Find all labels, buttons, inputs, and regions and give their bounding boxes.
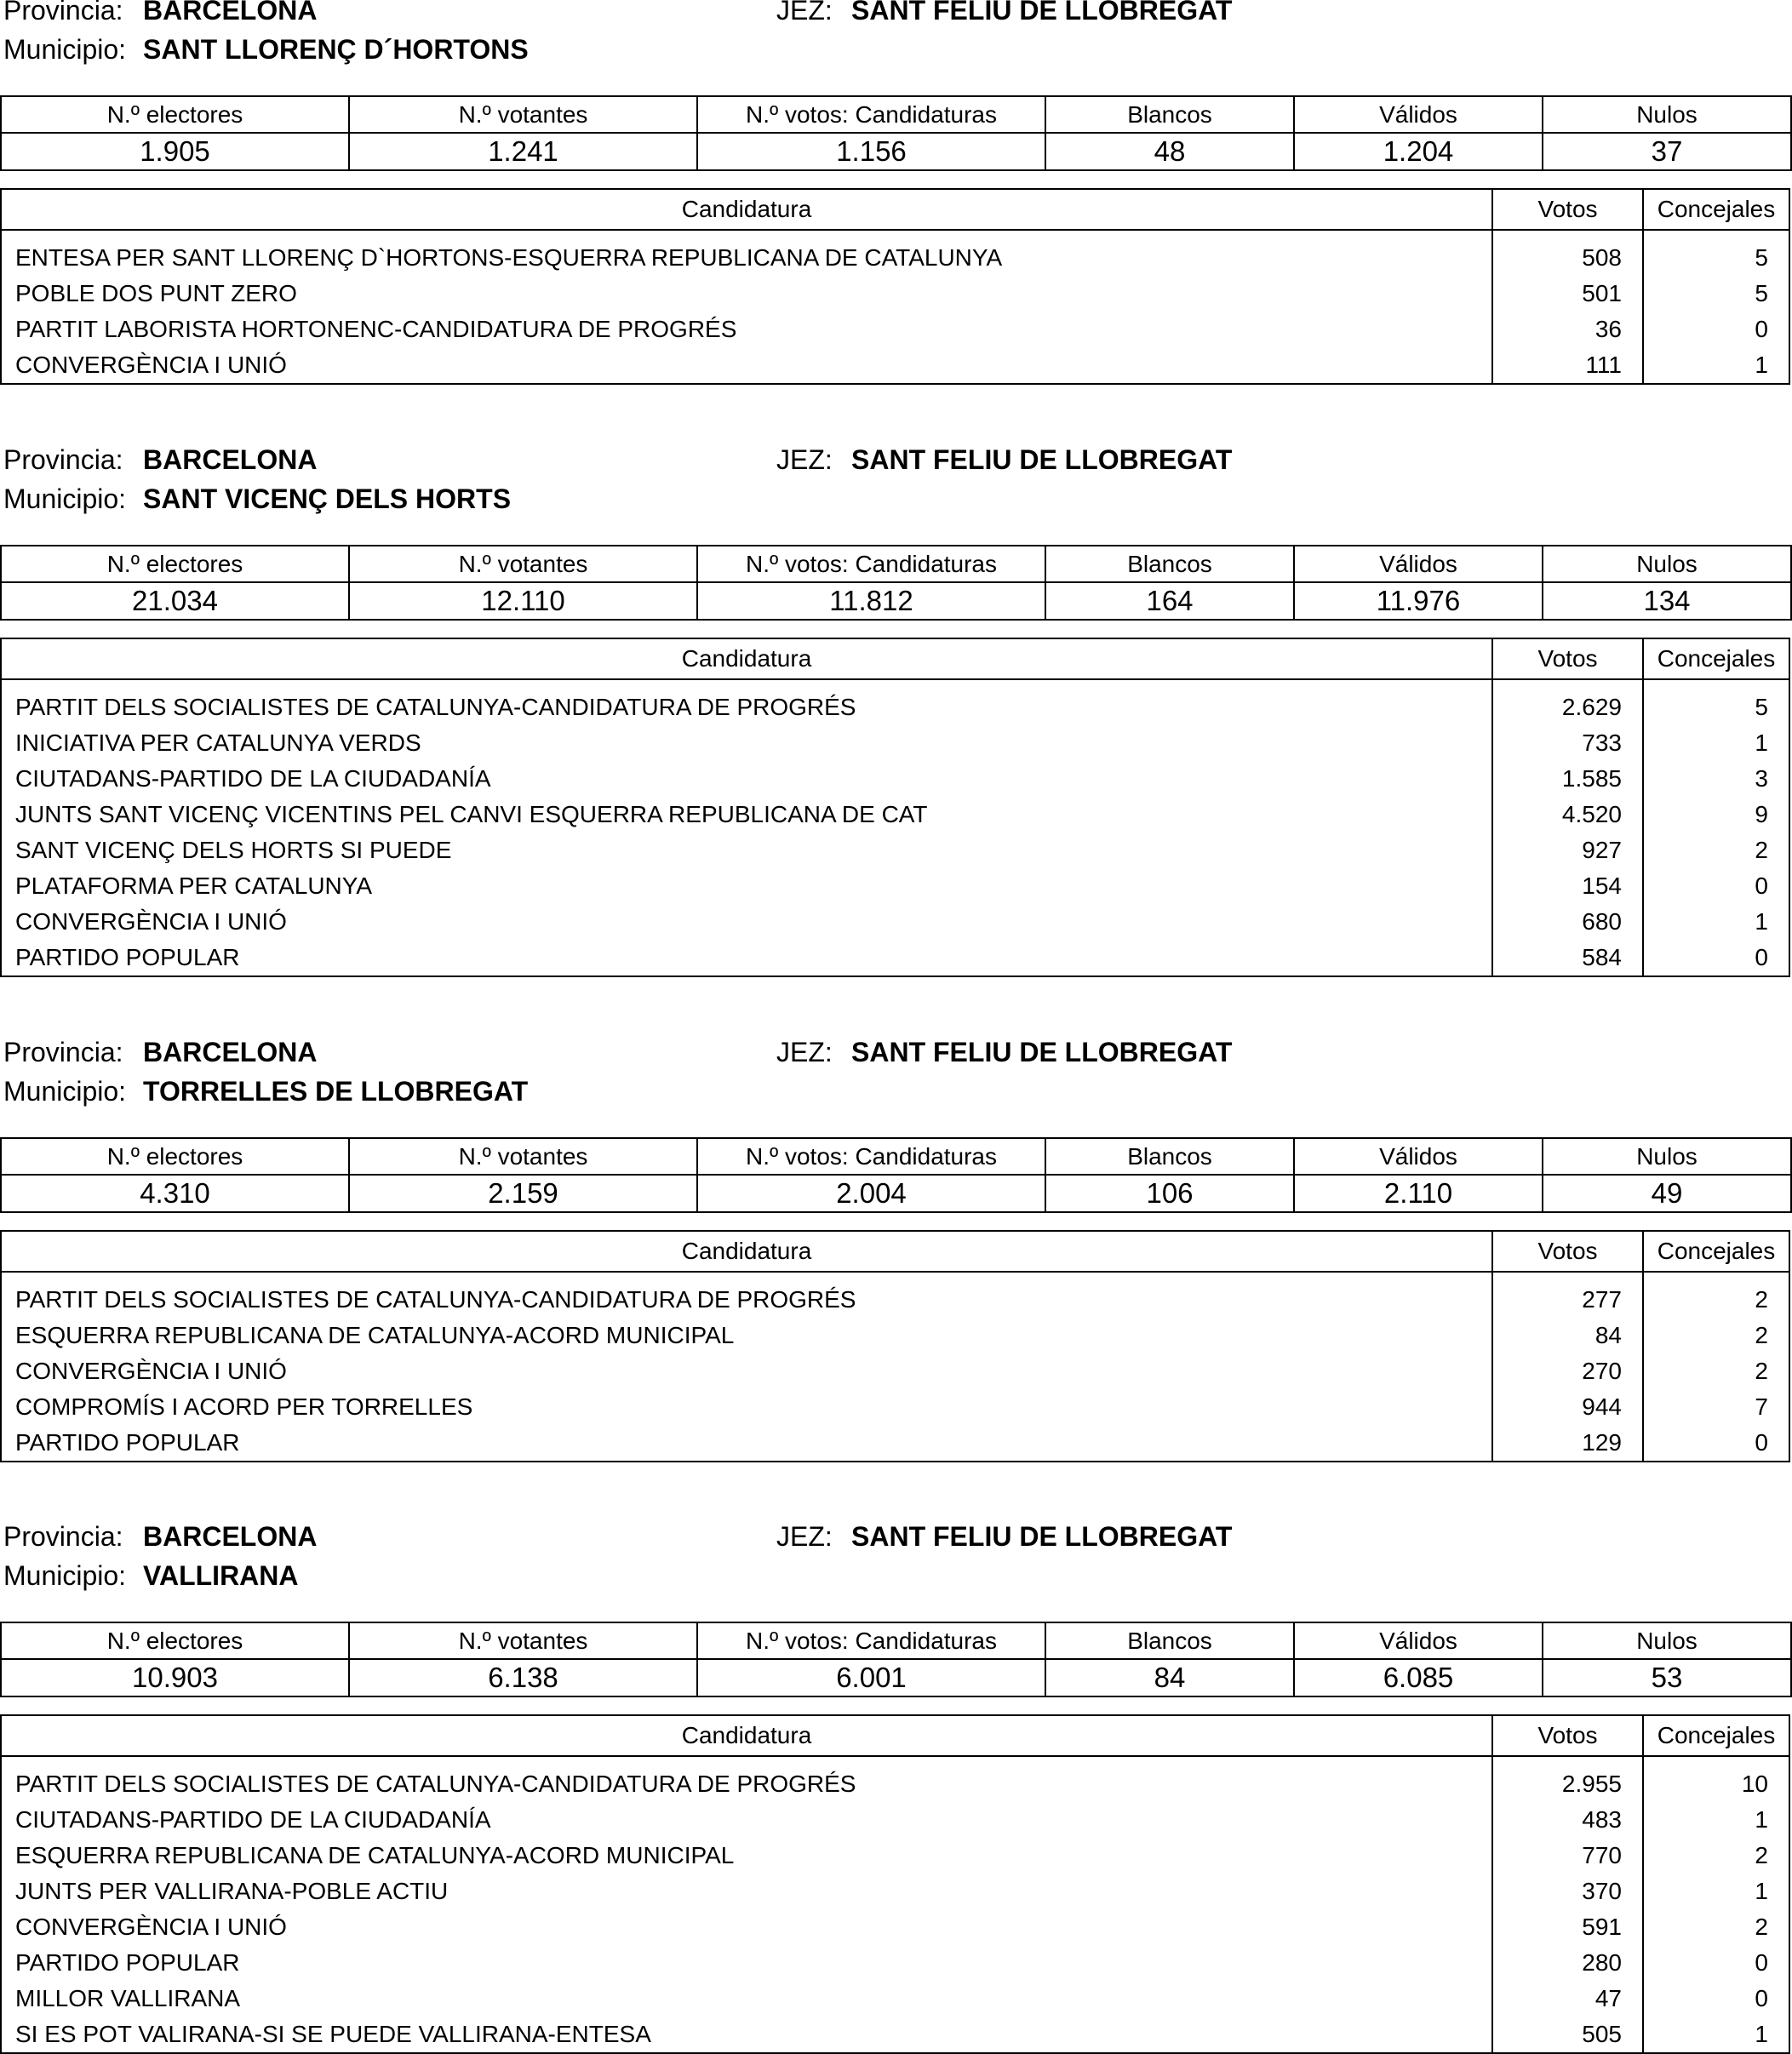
candidatura-name: CONVERGÈNCIA I UNIÓ: [15, 1914, 287, 1940]
summary-header-cell: Válidos: [1294, 96, 1543, 133]
candidatura-name: PARTIDO POPULAR: [15, 944, 240, 970]
candidatura-name: JUNTS PER VALLIRANA-POBLE ACTIU: [15, 1878, 449, 1904]
candidatura-concejales: 1: [1755, 1806, 1768, 1833]
candidatura-name: ENTESA PER SANT LLORENÇ D`HORTONS-ESQUERRA REPUBLICANA DE CATALUNYA: [15, 244, 1003, 271]
summary-value-cell: 2.159: [349, 1175, 697, 1212]
candidatura-votos: 111: [1585, 352, 1622, 378]
candidates-body: [2, 1273, 1789, 1461]
candidatura-column: [2, 680, 1493, 976]
candidatura-concejales: 10: [1741, 1771, 1768, 1797]
summary-header-cell: Nulos: [1543, 96, 1791, 133]
candidatura-name: JUNTS SANT VICENÇ VICENTINS PEL CANVI ESQUERRA REPUBLICANA DE CAT: [15, 801, 928, 827]
section-header-provincia: [0, 1519, 1792, 1553]
candidatura-name: COMPROMÍS I ACORD PER TORRELLES: [15, 1393, 473, 1420]
jez-value: SANT FELIU DE LLOBREGAT: [851, 1521, 1233, 1552]
summary-header-cell: Blancos: [1045, 546, 1294, 582]
candidates-header-row: [2, 1716, 1789, 1757]
candidates-header-row: [2, 1232, 1789, 1273]
municipio-value: SANT VICENÇ DELS HORTS: [143, 483, 512, 514]
summary-header-cell: Nulos: [1543, 546, 1791, 582]
candidates-table: [0, 1230, 1790, 1462]
candidatura-column: [2, 1757, 1493, 2052]
summary-value-cell: 6.001: [697, 1659, 1045, 1696]
section-header-provincia: [0, 443, 1792, 477]
summary-header-cell: N.º electores: [1, 1622, 349, 1659]
summary-header-cell: N.º votantes: [349, 546, 697, 582]
candidatura-name: CONVERGÈNCIA I UNIÓ: [15, 908, 287, 935]
candidatura-votos: 2.955: [1561, 1771, 1622, 1797]
candidates-header-row: [2, 639, 1789, 680]
summary-value-cell: 11.976: [1294, 582, 1543, 620]
candidatura-concejales: 2: [1755, 1914, 1768, 1940]
candidatura-votos: 501: [1582, 280, 1622, 306]
section-header-provincia: [0, 1035, 1792, 1069]
jez-value: SANT FELIU DE LLOBREGAT: [851, 444, 1233, 475]
candidatura-concejales: 0: [1755, 1429, 1768, 1456]
summary-value-cell: 12.110: [349, 582, 697, 620]
candidatura-concejales: 1: [1755, 908, 1768, 935]
summary-header-cell: N.º votos: Candidaturas: [697, 546, 1045, 582]
summary-value-cell: 164: [1045, 582, 1294, 620]
candidatura-name: CONVERGÈNCIA I UNIÓ: [15, 352, 287, 378]
summary-value-cell: 10.903: [1, 1659, 349, 1696]
candidates-table: [0, 1714, 1790, 2054]
candidatura-concejales: 2: [1755, 1358, 1768, 1384]
candidatura-concejales: 9: [1755, 801, 1768, 827]
summary-value-cell: 2.004: [697, 1175, 1045, 1212]
candidatura-name: POBLE DOS PUNT ZERO: [15, 280, 297, 306]
candidatura-concejales: 5: [1755, 694, 1768, 720]
candidatura-concejales: 2: [1755, 1286, 1768, 1313]
summary-header-cell: Blancos: [1045, 96, 1294, 133]
provincia-value: BARCELONA: [143, 1521, 318, 1552]
summary-value-cell: 49: [1543, 1175, 1791, 1212]
candidatura-concejales: 0: [1755, 873, 1768, 899]
candidatura-concejales: 7: [1755, 1393, 1768, 1420]
provincia-label: Provincia:: [3, 444, 123, 475]
candidatura-concejales: 2: [1755, 1842, 1768, 1868]
candidatura-votos: 944: [1582, 1393, 1622, 1420]
summary-header-cell: Blancos: [1045, 1622, 1294, 1659]
candidatura-name: PARTIT DELS SOCIALISTES DE CATALUNYA-CANDIDATURA DE PROGRÉS: [15, 694, 856, 720]
candidatura-votos: 36: [1594, 316, 1622, 342]
summary-value-cell: 4.310: [1, 1175, 349, 1212]
summary-value-cell: 6.138: [349, 1659, 697, 1696]
candidatura-column: [2, 1273, 1493, 1461]
jez-label: JEZ:: [776, 0, 833, 26]
candidatura-votos: 129: [1582, 1429, 1622, 1456]
summary-header-cell: N.º votos: Candidaturas: [697, 1622, 1045, 1659]
summary-header-cell: N.º electores: [1, 1138, 349, 1175]
candidatura-name: PARTIDO POPULAR: [15, 1949, 240, 1976]
summary-value-cell: 1.204: [1294, 133, 1543, 170]
municipio-label: Municipio:: [3, 1076, 127, 1107]
candidatura-name: PARTIDO POPULAR: [15, 1429, 240, 1456]
section-header-provincia: [0, 0, 1792, 27]
candidatura-votos: 591: [1582, 1914, 1622, 1940]
summary-values-row: [1, 133, 1791, 170]
votos-header: Votos: [1493, 1232, 1644, 1271]
jez-label: JEZ:: [776, 444, 833, 475]
municipio-value: TORRELLES DE LLOBREGAT: [143, 1076, 529, 1107]
concejales-header: Concejales: [1657, 196, 1776, 222]
summary-header-cell: Válidos: [1294, 1138, 1543, 1175]
concejales-column: [1644, 1273, 1789, 1461]
jez-value: SANT FELIU DE LLOBREGAT: [851, 1037, 1233, 1067]
candidatura-votos: 154: [1582, 873, 1622, 899]
candidates-body: [2, 1757, 1789, 2052]
candidates-header-row: [2, 190, 1789, 231]
municipio-value: VALLIRANA: [143, 1560, 299, 1591]
candidatura-name: CIUTADANS-PARTIDO DE LA CIUDADANÍA: [15, 765, 491, 792]
candidatura-name: ESQUERRA REPUBLICANA DE CATALUNYA-ACORD MUNICIPAL: [15, 1842, 735, 1868]
candidates-body: [2, 231, 1789, 383]
candidatura-name: PARTIT DELS SOCIALISTES DE CATALUNYA-CANDIDATURA DE PROGRÉS: [15, 1771, 856, 1797]
concejales-column: [1644, 680, 1789, 976]
summary-header-cell: N.º votantes: [349, 96, 697, 133]
votos-header: Votos: [1493, 639, 1644, 678]
candidatura-votos: 680: [1582, 908, 1622, 935]
summary-value-cell: 134: [1543, 582, 1791, 620]
candidatura-votos: 483: [1582, 1806, 1622, 1833]
summary-header-cell: N.º votantes: [349, 1138, 697, 1175]
candidatura-name: SANT VICENÇ DELS HORTS SI PUEDE: [15, 837, 452, 863]
summary-values-row: [1, 1659, 1791, 1696]
candidatura-votos: 84: [1594, 1322, 1622, 1348]
candidatura-concejales: 2: [1755, 837, 1768, 863]
provincia-label: Provincia:: [3, 1037, 123, 1067]
candidatura-votos: 280: [1582, 1949, 1622, 1976]
candidatura-votos: 2.629: [1561, 694, 1622, 720]
candidatura-concejales: 1: [1755, 2021, 1768, 2047]
summary-table: [0, 1622, 1792, 1697]
section-header-municipio: [0, 32, 1792, 66]
summary-header-row: [1, 96, 1791, 133]
jez-value: SANT FELIU DE LLOBREGAT: [851, 0, 1233, 26]
summary-value-cell: 48: [1045, 133, 1294, 170]
votos-column: [1493, 1273, 1644, 1461]
votos-column: [1493, 231, 1644, 383]
candidatura-concejales: 0: [1755, 1949, 1768, 1976]
summary-value-cell: 2.110: [1294, 1175, 1543, 1212]
candidatura-concejales: 0: [1755, 944, 1768, 970]
provincia-label: Provincia:: [3, 1521, 123, 1552]
candidatura-name: CIUTADANS-PARTIDO DE LA CIUDADANÍA: [15, 1806, 491, 1833]
candidatura-header: Candidatura: [2, 190, 1493, 229]
candidatura-votos: 770: [1582, 1842, 1622, 1868]
candidates-table: [0, 638, 1790, 977]
candidatura-votos: 270: [1582, 1358, 1622, 1384]
votos-column: [1493, 680, 1644, 976]
summary-value-cell: 1.905: [1, 133, 349, 170]
summary-header-cell: N.º votos: Candidaturas: [697, 1138, 1045, 1175]
summary-value-cell: 21.034: [1, 582, 349, 620]
section-header-municipio: [0, 1559, 1792, 1593]
candidatura-concejales: 0: [1755, 1985, 1768, 2011]
summary-header-row: [1, 1622, 1791, 1659]
candidatura-name: MILLOR VALLIRANA: [15, 1985, 241, 2011]
concejales-column: [1644, 1757, 1789, 2052]
summary-value-cell: 37: [1543, 133, 1791, 170]
candidatura-name: PARTIT DELS SOCIALISTES DE CATALUNYA-CANDIDATURA DE PROGRÉS: [15, 1286, 856, 1313]
municipio-label: Municipio:: [3, 34, 127, 65]
summary-header-cell: N.º votantes: [349, 1622, 697, 1659]
candidatura-name: PLATAFORMA PER CATALUNYA: [15, 873, 373, 899]
provincia-value: BARCELONA: [143, 444, 318, 475]
candidates-table: [0, 188, 1790, 385]
summary-table: [0, 1137, 1792, 1213]
summary-header-cell: N.º votos: Candidaturas: [697, 96, 1045, 133]
candidatura-votos: 508: [1582, 244, 1622, 271]
candidatura-column: [2, 231, 1493, 383]
candidatura-concejales: 1: [1755, 352, 1768, 378]
summary-value-cell: 106: [1045, 1175, 1294, 1212]
candidatura-votos: 4.520: [1561, 801, 1622, 827]
candidatura-votos: 370: [1582, 1878, 1622, 1904]
candidatura-votos: 505: [1582, 2021, 1622, 2047]
candidatura-name: CONVERGÈNCIA I UNIÓ: [15, 1358, 287, 1384]
candidatura-header: Candidatura: [2, 1716, 1493, 1755]
candidatura-concejales: 5: [1755, 244, 1768, 271]
candidatura-concejales: 1: [1755, 729, 1768, 756]
candidatura-concejales: 2: [1755, 1322, 1768, 1348]
candidatura-concejales: 3: [1755, 765, 1768, 792]
summary-header-cell: Válidos: [1294, 546, 1543, 582]
provincia-value: BARCELONA: [143, 1037, 318, 1067]
candidatura-votos: 584: [1582, 944, 1622, 970]
candidatura-concejales: 0: [1755, 316, 1768, 342]
provincia-value: BARCELONA: [143, 0, 318, 26]
summary-header-cell: N.º electores: [1, 96, 349, 133]
summary-value-cell: 1.156: [697, 133, 1045, 170]
candidatura-concejales: 5: [1755, 280, 1768, 306]
votos-header: Votos: [1493, 190, 1644, 229]
candidates-body: [2, 680, 1789, 976]
summary-header-cell: Nulos: [1543, 1138, 1791, 1175]
candidatura-name: SI ES POT VALIRANA-SI SE PUEDE VALLIRANA-ENTESA: [15, 2021, 651, 2047]
candidatura-header: Candidatura: [2, 639, 1493, 678]
municipio-value: SANT LLORENÇ D´HORTONS: [143, 34, 529, 65]
jez-label: JEZ:: [776, 1521, 833, 1552]
votos-header: Votos: [1493, 1716, 1644, 1755]
summary-values-row: [1, 1175, 1791, 1212]
candidatura-name: PARTIT LABORISTA HORTONENC-CANDIDATURA DE PROGRÉS: [15, 316, 737, 342]
concejales-header: Concejales: [1657, 645, 1776, 672]
summary-value-cell: 1.241: [349, 133, 697, 170]
votos-column: [1493, 1757, 1644, 2052]
summary-table: [0, 95, 1792, 171]
candidatura-votos: 927: [1582, 837, 1622, 863]
summary-value-cell: 6.085: [1294, 1659, 1543, 1696]
summary-header-cell: Válidos: [1294, 1622, 1543, 1659]
candidatura-votos: 277: [1582, 1286, 1622, 1313]
concejales-header: Concejales: [1657, 1722, 1776, 1748]
summary-values-row: [1, 582, 1791, 620]
summary-value-cell: 84: [1045, 1659, 1294, 1696]
summary-header-row: [1, 546, 1791, 582]
summary-header-cell: Blancos: [1045, 1138, 1294, 1175]
candidatura-header: Candidatura: [2, 1232, 1493, 1271]
summary-header-row: [1, 1138, 1791, 1175]
candidatura-name: INICIATIVA PER CATALUNYA VERDS: [15, 729, 421, 756]
concejales-header: Concejales: [1657, 1238, 1776, 1264]
summary-header-cell: Nulos: [1543, 1622, 1791, 1659]
candidatura-votos: 733: [1582, 729, 1622, 756]
jez-label: JEZ:: [776, 1037, 833, 1067]
summary-value-cell: 11.812: [697, 582, 1045, 620]
concejales-column: [1644, 231, 1789, 383]
candidatura-name: ESQUERRA REPUBLICANA DE CATALUNYA-ACORD MUNICIPAL: [15, 1322, 735, 1348]
summary-value-cell: 53: [1543, 1659, 1791, 1696]
section-header-municipio: [0, 482, 1792, 516]
municipio-label: Municipio:: [3, 483, 127, 514]
candidatura-votos: 1.585: [1561, 765, 1622, 792]
section-header-municipio: [0, 1074, 1792, 1108]
candidatura-concejales: 1: [1755, 1878, 1768, 1904]
provincia-label: Provincia:: [3, 0, 123, 26]
summary-table: [0, 545, 1792, 621]
municipio-label: Municipio:: [3, 1560, 127, 1591]
summary-header-cell: N.º electores: [1, 546, 349, 582]
candidatura-votos: 47: [1594, 1985, 1622, 2011]
